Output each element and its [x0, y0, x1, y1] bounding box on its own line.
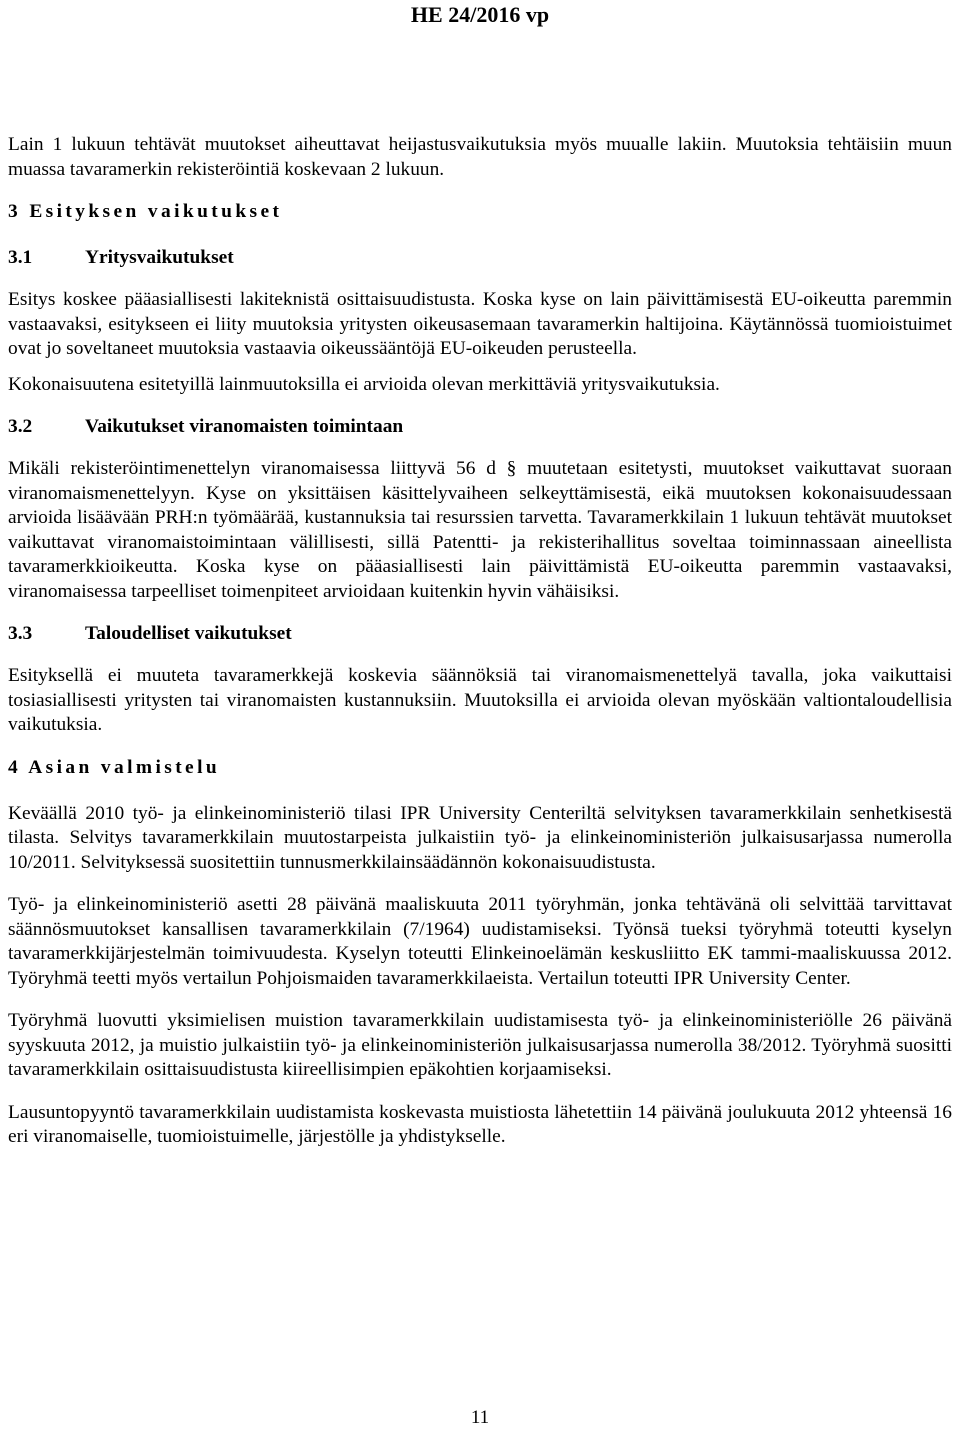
paragraph: Esitys koskee pääasiallisesti lakiteknistä osittaisuudistusta. Koska kyse on lain päivittämisestä EU-oikeutta paremmin vastaavaksi, esitykseen ei liity muutoksia yritysten oikeusasemaan tavaramerkin haltijoina. Käytännössä tuomioistuimet ovat jo soveltaneet muutoksia vastaavia oikeussääntöjä EU-oikeuden perusteella.	[8, 289, 952, 359]
page-number: 11	[470, 1407, 490, 1428]
paragraph: Työ- ja elinkeinoministeriö asetti 28 päivänä maaliskuuta 2011 työryhmän, jonka tehtävänä oli selvittää tarvittavat säännösmuutokset kansallisen tavaramerkkilain (7/1964) uudistamiseksi. Työnsä tueksi työryhmä toteutti kyselyn tavaramerkkijärjestelmän toimivuudesta. Kyselyn toteutti Elinkeinoelämän keskusliitto EK tammi-maaliskuussa 2012. Työryhmä teetti myös vertailun Pohjoismaiden tavaramerkkilaeista. Vertailun toteutti IPR University Center.	[8, 894, 952, 989]
section-title: Taloudelliset vaikutukset	[85, 623, 292, 644]
intro-paragraph: Lain 1 lukuun tehtävät muutokset aiheuttavat heijastusvaikutuksia myös muualle lakiin. Muutoksia tehtäisiin muun muassa tavaramerkin rekisteröintiä koskevaan 2 lukuun.	[8, 134, 952, 180]
section-number: 3.3	[8, 623, 33, 644]
section-3-3-heading	[8, 622, 952, 646]
paragraph: Mikäli rekisteröintimenettelyn viranomaisessa liittyvä 56 d § muutetaan esitetysti, muutokset vaikuttavat suoraan viranomaismenettelyyn. Kyse on yksittäisen käsittelyvaiheen selkeyttämisestä, eikä muutoksen kokonaisuudessaan arvioida lisäävään PRH:n työmäärää, kustannuksia tai resurssien tarvetta. Tavaramerkkilain 1 lukuun tehtävät muutokset vaikuttavat viranomaistoimintaan välillisesti, sillä Patentti- ja rekisterihallitus soveltaa toiminnassaan aineellista tavaramerkkioikeutta. Koska kyse on pääasiallisesti lain päivittämistä EU-oikeutta paremmin vastaavaksi, viranomaisessa tarpeelliset toimenpiteet arvioidaan kuitenkin hyvin vähäisiksi.	[8, 458, 952, 602]
section-4-heading: 4 Asian valmistelu	[8, 756, 221, 778]
document-body	[8, 133, 952, 1150]
document-page	[8, 0, 952, 1429]
paragraph: Esityksellä ei muuteta tavaramerkkejä koskevia säännöksiä tai viranomaismenettelyä tavalla, joka vaikuttaisi tosiasiallisesti yritysten tai viranomaisten kustannuksiin. Muutoksilla ei arvioida olevan myöskään valtiontaloudellisia vaikutuksia.	[8, 665, 952, 735]
paragraph: Työryhmä luovutti yksimielisen muistion tavaramerkkilain uudistamisesta työ- ja elinkeinoministeriölle 26 päivänä syyskuuta 2012, ja muistio julkaistiin työ- ja elinkeinoministeriön julkaisusarjassa numerolla 38/2012. Työryhmä suositti tavaramerkkilain osittaisuudistusta kiireellisimpien epäkohtien korjaamiseksi.	[8, 1010, 952, 1080]
section-title: Vaikutukset viranomaisten toimintaan	[85, 416, 404, 437]
section-3-heading: 3 Esityksen vaikutukset	[8, 201, 283, 222]
paragraph: Kokonaisuutena esitetyillä lainmuutoksilla ei arvioida olevan merkittäviä yritysvaikutuksia.	[8, 373, 720, 395]
document-id: HE 24/2016 vp	[410, 2, 550, 27]
section-title: Yritysvaikutukset	[85, 247, 234, 268]
section-3-1-heading	[8, 246, 952, 270]
section-number: 3.2	[8, 416, 33, 437]
paragraph: Keväällä 2010 työ- ja elinkeinoministeriö tilasi IPR University Centeriltä selvityksen tavaramerkkilain senhetkisestä tilasta. Selvitys tavaramerkkilain muutostarpeista julkaistiin työ- ja elinkeinoministeriön julkaisusarjassa numerolla 10/2011. Selvityksessä suositettiin tunnusmerkkilainsäädännön kokonaisuudistusta.	[8, 802, 952, 873]
paragraph: Lausuntopyyntö tavaramerkkilain uudistamista koskevasta muistiosta lähetettiin 14 päivänä joulukuuta 2012 yhteensä 16 eri viranomaiselle, tuomioistuimelle, järjestölle ja yhdistykselle.	[8, 1101, 952, 1147]
section-number: 3.1	[8, 247, 33, 268]
section-3-2-heading	[8, 415, 952, 439]
